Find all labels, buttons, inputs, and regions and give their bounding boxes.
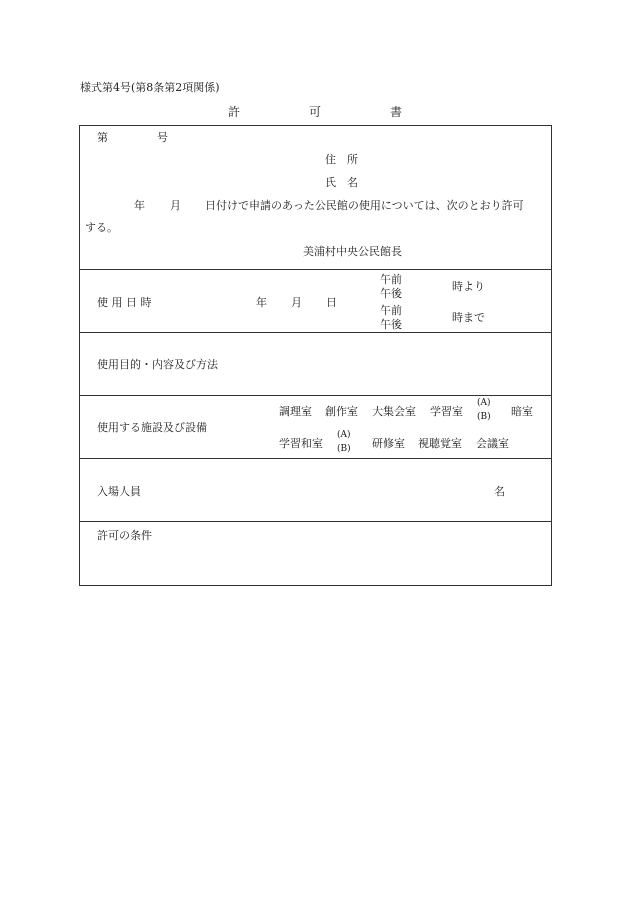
row-divider-4: [79, 458, 551, 459]
pm-label-2: 午後: [380, 318, 402, 331]
facility-large-hall: 大集会室: [372, 405, 416, 418]
facility-av-room: 視聴覚室: [418, 437, 462, 450]
form-number-label: 様式第4号(第8条第2項関係): [80, 81, 220, 94]
permit-body-text-cont: する。: [85, 221, 118, 234]
row-divider-5: [79, 521, 551, 522]
permit-body-text: 日付けで申請のあった公民館の使用については、次のとおり許可: [205, 199, 524, 212]
address-label: 住 所: [325, 153, 358, 166]
permit-form-table: [79, 125, 552, 586]
usage-year-label: 年: [256, 296, 267, 309]
japanese-room-option-a: (A): [337, 430, 351, 440]
am-label-2: 午前: [380, 304, 402, 317]
name-label: 氏 名: [325, 176, 358, 189]
title-char-2: 可: [309, 105, 322, 119]
am-label-1: 午前: [380, 273, 402, 286]
facilities-label: 使用する施設及び設備: [97, 421, 207, 434]
japanese-room-option-b: (B): [337, 444, 351, 454]
facility-darkroom: 暗室: [511, 405, 533, 418]
attendance-unit: 名: [494, 485, 505, 498]
date-year-label: 年: [134, 199, 145, 212]
usage-month-label: 月: [291, 296, 302, 309]
usage-day-label: 日: [326, 296, 337, 309]
study-room-option-a: (A): [477, 398, 491, 408]
time-until-label: 時まで: [452, 311, 485, 324]
facility-meeting-room: 会議室: [476, 437, 509, 450]
permit-number-dai: 第: [97, 131, 108, 144]
purpose-label: 使用目的・内容及び方法: [97, 358, 218, 371]
pm-label-1: 午後: [380, 287, 402, 300]
date-month-label: 月: [170, 199, 181, 212]
facility-japanese-study-room: 学習和室: [279, 437, 323, 450]
row-divider-3: [79, 395, 551, 396]
row-divider-1: [79, 269, 551, 270]
facility-craft-room: 創作室: [325, 405, 358, 418]
facility-cooking-room: 調理室: [279, 405, 312, 418]
attendance-label: 入場人員: [97, 485, 141, 498]
row-divider-2: [79, 332, 551, 333]
facility-training-room: 研修室: [372, 437, 405, 450]
study-room-option-b: (B): [477, 412, 491, 422]
conditions-label: 許可の条件: [97, 529, 152, 542]
facility-study-room: 学習室: [430, 405, 463, 418]
title-char-1: 許: [228, 105, 241, 119]
issuer-name: 美浦村中央公民館長: [303, 245, 402, 258]
title-char-3: 書: [390, 105, 403, 119]
usage-datetime-label: 使 用 日 時: [97, 296, 152, 309]
permit-number-go: 号: [157, 131, 168, 144]
time-from-label: 時より: [452, 280, 485, 293]
